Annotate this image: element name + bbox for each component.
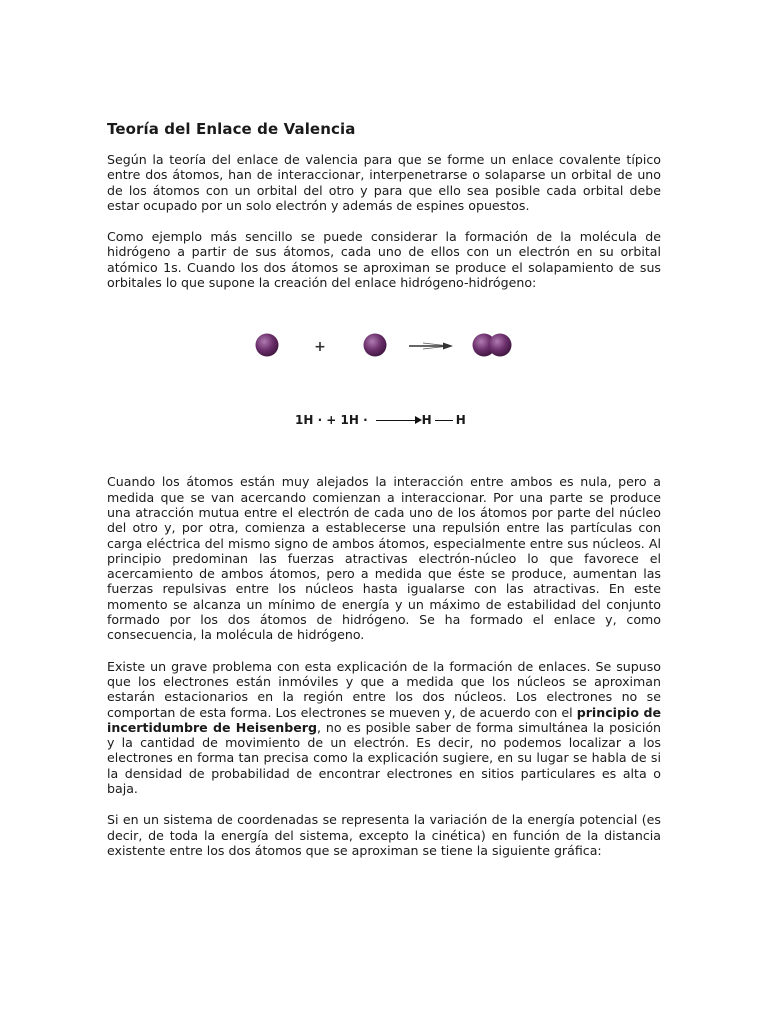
page-title: Teoría del Enlace de Valencia [107,120,356,138]
paragraph-example [107,229,661,290]
equation-product-h1: H [421,413,432,428]
bond-equation [295,413,466,427]
hydrogen-atom-sphere-1 [256,334,279,357]
paragraph-example-text: Como ejemplo más sencillo se puede considerar la formación de la molécula de hidrógeno a partir de sus átomos, cada uno de ellos con un electrón en su orbital atómico 1s. Cuando los dos átomos se aproximan se produce el solapamiento de sus orbitales lo que supone la creación del enlace hidrógeno-hidrógeno: [107,229,661,291]
paragraph-graph-intro: Si en un sistema de coordenadas se representa la variación de la energía potencial (es decir, de toda la energía del sistema, excepto la cinética) en función de la distancia existente entre los dos átomos que se aproximan se tiene la siguiente gráfica: [107,812,661,858]
paragraph-interaction: Cuando los átomos están muy alejados la interacción entre ambos es nula, pero a medida que se van acercando comienzan a interaccionar. Por una parte se produce una atracción mutua entre el electrón de cada uno de los átomos por parte del núcleo del otro y, por otra, comienza a establecerse una repulsión entre las partículas con carga eléctrica del mismo signo de ambos átomos, especialmente entre sus núcleos. Al principio predominan las fuerzas atractivas electrón-núcleo lo que favorece el acercamiento de ambos átomos, pero a medida que éste se produce, aumentan las fuerzas repulsivas entre los núcleos hasta igualarse con las atractivas. En este momento se alcanza un mínimo de energía y un máximo de estabilidad del conjunto formado por los dos átomos de hidrógeno. Se ha formado el enlace y, como consecuencia, la molécula de hidrógeno. [107,474,661,643]
equation-reactants: 1H · + 1H · [295,413,368,428]
heisenberg-principle-term: principio de incertidumbre de Heisenberg [107,704,661,735]
paragraph-heisenberg-text-a: Existe un grave problema con esta explicación de la formación de enlaces. Se supuso que los electrones están inmóviles y que a medida que los núcleos se aproximan estarán estacionarios en la región entre los dos núcleos. Los electrones no se comportan de esta forma. Los electrones se mueven y, de acuerdo con el [107,658,661,720]
equation-bond-line [435,420,453,422]
document-page [107,120,661,874]
equation-product-h2: H [455,413,466,428]
hydrogen-bond-figure [107,306,661,456]
paragraph-heisenberg [107,659,661,797]
hydrogen-atom-sphere-2 [364,334,387,357]
plus-sign: + [314,339,326,356]
paragraph-intro: Según la teoría del enlace de valencia para que se forme un enlace covalente típico entre dos átomos, han de interaccionar, interpenetrarse o solaparse un orbital de uno de los átomos con un orbital del otro y para que ello sea posible cada orbital debe estar ocupado por un solo electrón y además de espines opuestos. [107,152,661,213]
hydrogen-molecule-sphere-2 [489,334,512,357]
reaction-arrow [409,343,453,350]
paragraph-heisenberg-text-b: , no es posible saber de forma simultánea la posición y la cantidad de movimiento de un electrón. Es decir, no podemos localizar a los electrones en forma tan precisa como la explicación sugiere, en su lugar se habla de si la densidad de probabilidad de encontrar electrones en sitios particulares es alta o baja. [107,719,662,797]
equation-arrow [376,420,420,422]
